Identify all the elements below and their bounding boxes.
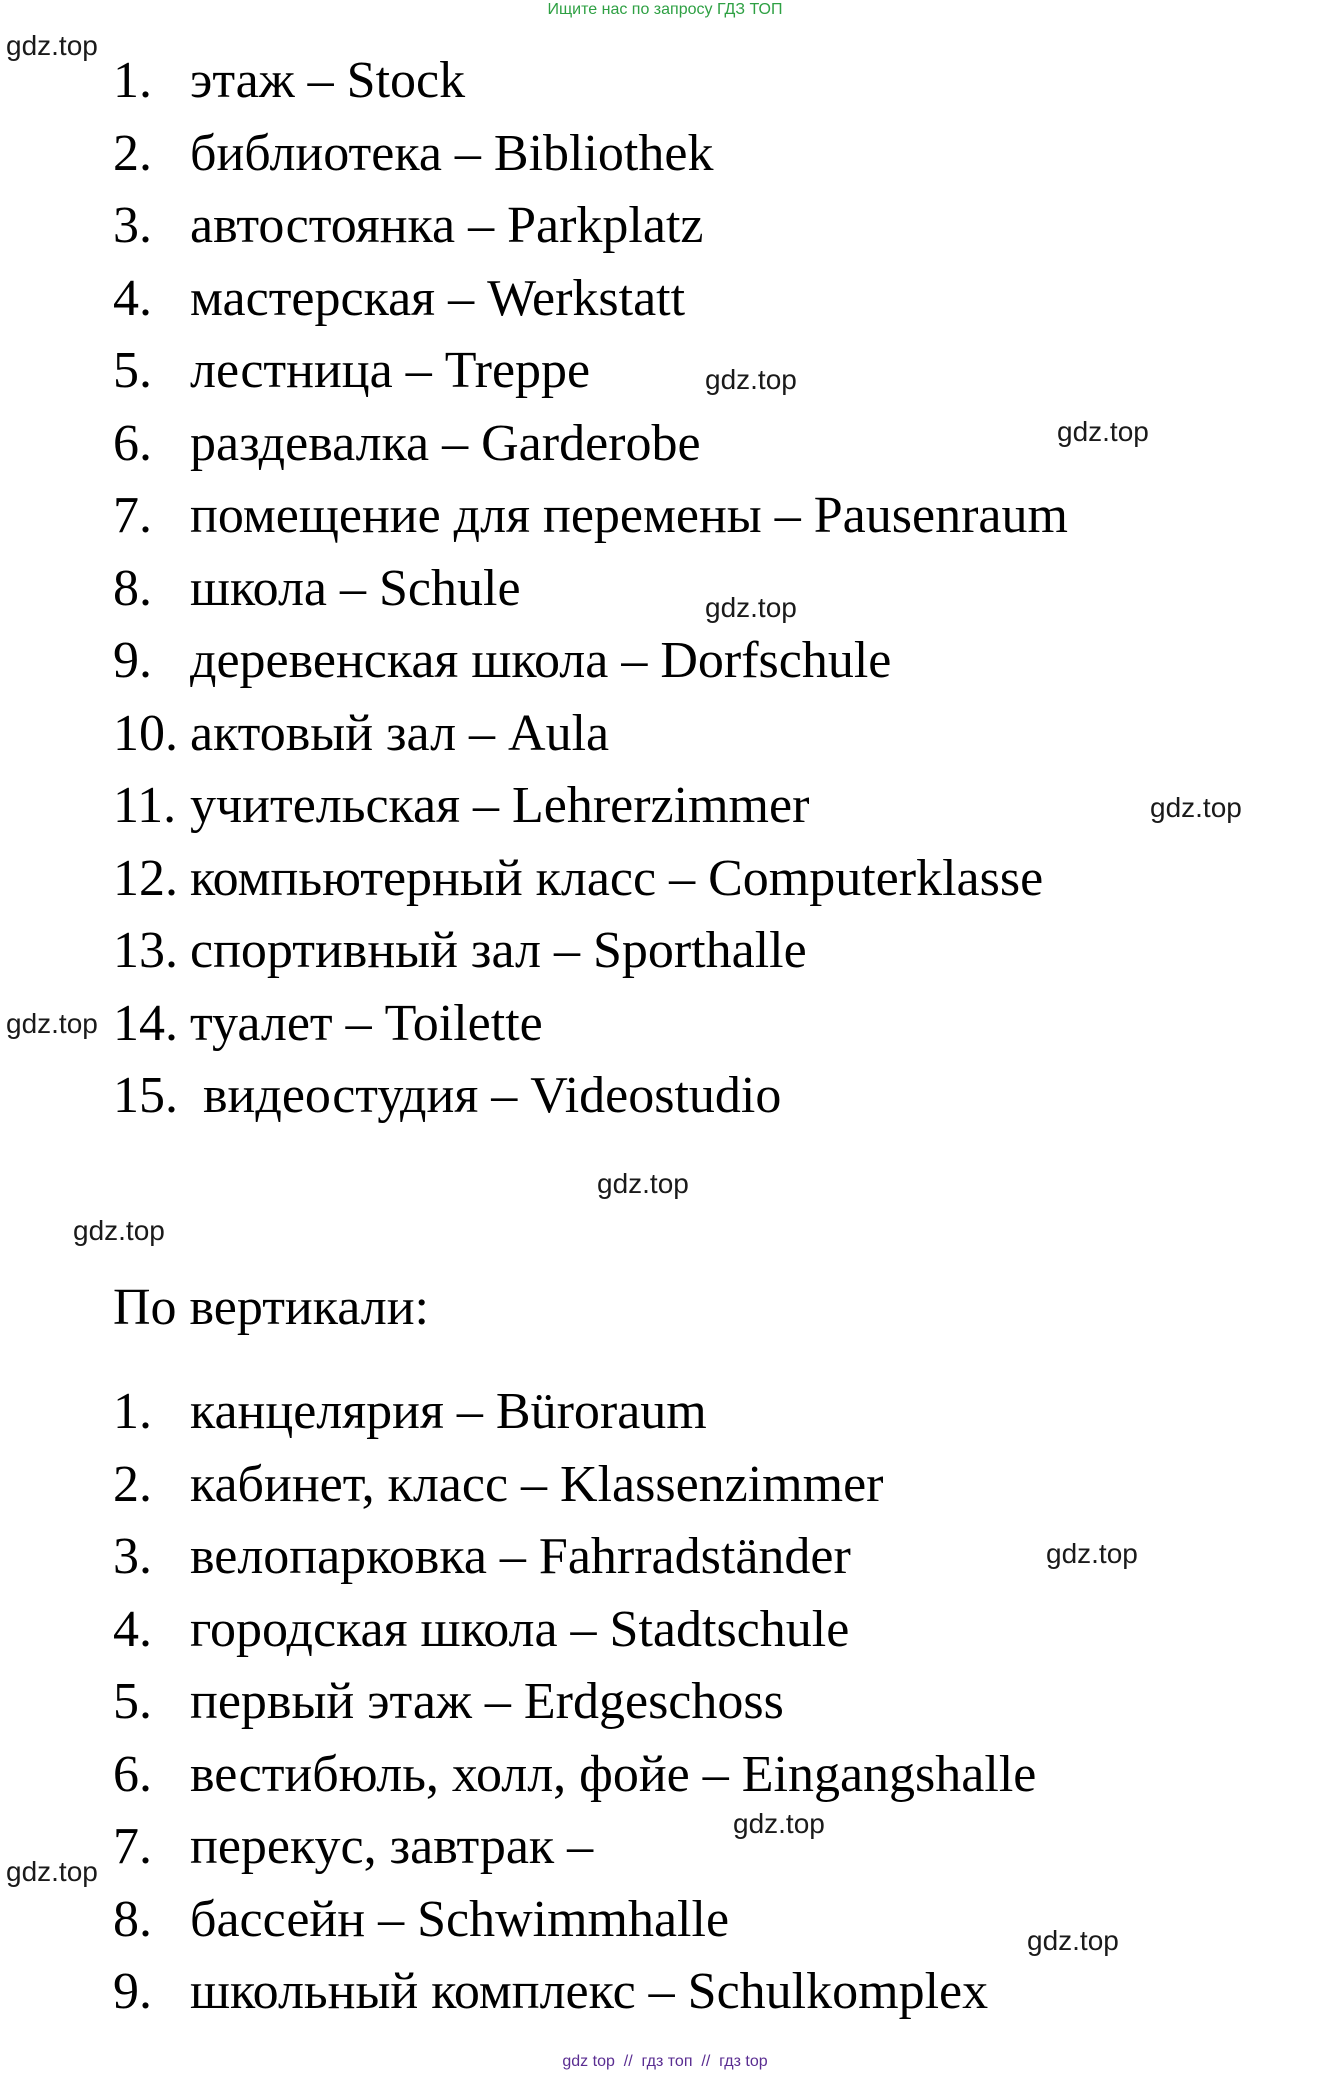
item-text: школьный комплекс – Schulkomplex: [190, 1963, 989, 2020]
item-number: 7.: [113, 487, 152, 544]
list-item: [113, 625, 1068, 698]
down-word-list: [113, 1376, 1036, 2029]
item-number: 2.: [113, 1455, 152, 1513]
list-item: [113, 770, 1068, 843]
list-item: [113, 1060, 1068, 1133]
watermark: gdz.top: [705, 364, 797, 395]
item-number: 6.: [113, 414, 152, 472]
item-text: компьютерный класс – Computerklasse: [190, 849, 1044, 907]
list-item: [113, 1594, 1036, 1667]
watermark: gdz.top: [6, 1008, 98, 1039]
list-item: [113, 263, 1068, 336]
list-item: [113, 1884, 1036, 1957]
item-number: 3.: [113, 197, 152, 254]
list-item: [113, 1739, 1036, 1812]
item-text: этаж – Stock: [190, 52, 466, 109]
watermark: gdz.top: [1150, 792, 1242, 823]
item-text: учительская – Lehrerzimmer: [190, 777, 810, 834]
item-number: 5.: [113, 1673, 152, 1730]
list-item: [113, 553, 1068, 626]
item-number: 9.: [113, 1963, 152, 2020]
item-text: канцелярия – Büroraum: [190, 1383, 707, 1440]
list-item: [113, 408, 1068, 481]
list-item: [113, 1521, 1036, 1594]
list-item: [113, 1449, 1036, 1522]
item-text: первый этаж – Erdgeschoss: [190, 1673, 784, 1730]
section-heading-down: По вертикали:: [113, 1279, 429, 1336]
item-text: вестибюль, холл, фойе – Eingangshalle: [190, 1745, 1037, 1803]
item-number: 8.: [113, 559, 152, 617]
list-item: [113, 45, 1068, 118]
watermark: gdz.top: [1046, 1538, 1138, 1569]
item-text: актовый зал – Aula: [190, 704, 610, 762]
item-number: 15.: [113, 1067, 178, 1124]
item-text: раздевалка – Garderobe: [190, 414, 701, 472]
item-text: городская школа – Stadtschule: [190, 1600, 850, 1658]
item-text: школа – Schule: [190, 559, 521, 617]
watermark: gdz.top: [73, 1215, 165, 1246]
item-text: мастерская – Werkstatt: [190, 269, 686, 327]
list-item: [113, 698, 1068, 771]
item-number: 14.: [113, 994, 178, 1052]
item-text: велопарковка – Fahrradständer: [190, 1528, 851, 1585]
item-text: деревенская школа – Dorfschule: [190, 632, 892, 689]
list-item: [113, 1956, 1036, 2029]
item-text: перекус, завтрак –: [190, 1818, 594, 1875]
watermark: gdz.top: [733, 1808, 825, 1839]
watermark: gdz.top: [6, 1856, 98, 1887]
list-item: [113, 988, 1068, 1061]
item-number: 5.: [113, 342, 152, 399]
item-number: 6.: [113, 1745, 152, 1803]
list-item: [113, 335, 1068, 408]
item-number: 3.: [113, 1528, 152, 1585]
watermark: gdz.top: [705, 592, 797, 623]
item-number: 9.: [113, 632, 152, 689]
item-text: бассейн – Schwimmhalle: [190, 1890, 730, 1948]
list-item: [113, 915, 1068, 988]
bottom-banner: gdz top // гдз топ // гдз top: [562, 2053, 768, 2070]
watermark: gdz.top: [6, 30, 98, 61]
item-number: 4.: [113, 1600, 152, 1658]
item-text: спортивный зал – Sporthalle: [190, 922, 807, 979]
item-text: кабинет, класс – Klassenzimmer: [190, 1455, 884, 1513]
item-number: 1.: [113, 52, 152, 109]
item-number: 2.: [113, 124, 152, 182]
list-item: [113, 1376, 1036, 1449]
item-text: помещение для перемены – Pausenraum: [190, 487, 1068, 544]
list-item: [113, 480, 1068, 553]
item-number: 11.: [113, 777, 177, 834]
across-word-list: [113, 45, 1068, 1133]
item-text: лестница – Treppe: [190, 342, 591, 399]
list-item: [113, 1811, 1036, 1884]
list-item: [113, 190, 1068, 263]
item-number: 1.: [113, 1383, 152, 1440]
list-item: [113, 1666, 1036, 1739]
item-text: туалет – Toilette: [190, 994, 543, 1052]
watermark: gdz.top: [1027, 1925, 1119, 1956]
watermark: gdz.top: [1057, 416, 1149, 447]
item-number: 8.: [113, 1890, 152, 1948]
item-text: библиотека – Bibliothek: [190, 124, 714, 182]
item-number: 7.: [113, 1818, 152, 1875]
watermark: gdz.top: [597, 1168, 689, 1199]
item-text: видеостудия – Videostudio: [190, 1067, 782, 1124]
item-number: 12.: [113, 849, 178, 907]
item-text: автостоянка – Parkplatz: [190, 197, 704, 254]
item-number: 4.: [113, 269, 152, 327]
top-banner: Ищите нас по запросу ГДЗ ТОП: [547, 1, 783, 18]
list-item: [113, 843, 1068, 916]
item-number: 10.: [113, 704, 178, 762]
list-item: [113, 118, 1068, 191]
item-number: 13.: [113, 922, 178, 979]
